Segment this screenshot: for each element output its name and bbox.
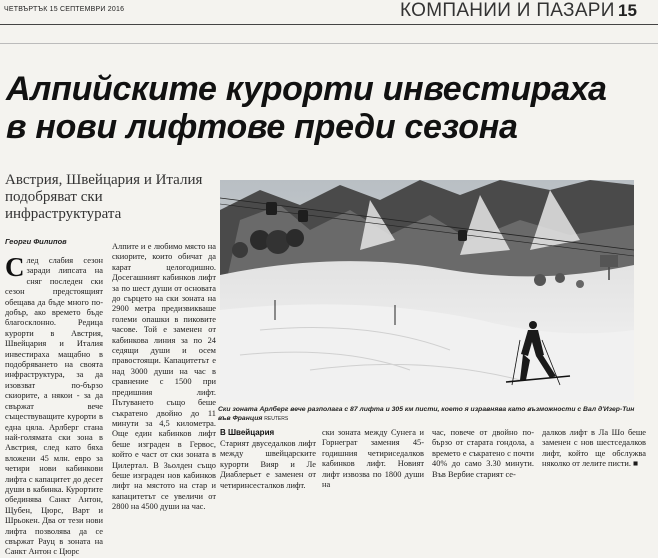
- article-column-3: Старият двуседалков лифт между швейцарските курорти Вияр и Ле Диаблерьет е заменен от четиринсесталков лифт.: [220, 439, 316, 490]
- issue-date: ЧЕТВЪРТЪК 15 СЕПТЕМВРИ 2016: [4, 6, 125, 13]
- photo-caption: [218, 405, 648, 424]
- article-column-1: [5, 252, 103, 558]
- photo-caption-text: Ски зоната Арлберг вече разполага с 87 лифта и 305 км писти, което я изравнява като възможности с Вал д'Изер-Тин във Франция: [218, 406, 635, 422]
- headline-line-2: в нови лифтове преди сезона: [6, 108, 518, 146]
- page-number: 15: [618, 1, 637, 20]
- ski-slope-photo: [220, 180, 634, 402]
- ski-slope-illustration: [220, 180, 634, 402]
- article-headline: [6, 70, 656, 146]
- section-title: КОМПАНИИ И ПАЗАРИ: [400, 0, 615, 21]
- photo-credit: REUTERS: [264, 416, 289, 422]
- drop-cap: С: [5, 252, 25, 282]
- header-rule-thin: [0, 43, 658, 44]
- subsection-title: В Швейцария: [220, 428, 275, 437]
- article-column-2: Алпите и е любимо място на скиорите, които обичат да карат целогодишно. Досегашният кабинков лифт за по шест души от основата до сърцето на ски зоната на 2900 метра предизвикваше големи опашки в пиковите часове. Той е заменен от кабинкова линия за по 24 седящи души и осем правостоящи. Капацитетът е над 3000 души на час в сравнение с 1500 при предишния лифт. Пътуването също беше съкратено двойно до 11 минути за 4,5 километра. Още един кабинков лифт беше изграден в Гервос, който е част от ски зоната в Цилертал. В Зьолден също беше изграден нов кабинков лифт на мястото на стар и капацитетът се увеличи от 2800 на 4500 души на час.: [112, 242, 216, 512]
- headline-line-1: Алпийските курорти инвестираха: [6, 70, 607, 108]
- column-1-text: лед слабия сезон заради липсата на сняг последен ски сезон предстоящият обещава да бъде много по-добър, ако времето бъде благосклонно. Редица курорти в Австрия, Швейцария и Италия инвестираха мащабно в подобряването на своята инфраструктура, за да изовзват по-бързо скиорите, а някои - за да свържат вече съществуващите курорти в една цяла. Арлберг стана най-голямата ски зона в Австрия, след като бяха вложени 45 млн. евро за четири нови кабинкови лифта с капацитет до десет души в кабинка. Курортите обединява Санкт Антон, Щубен, Цюрс, Варт и Шрьокен. Два от тези нови лифта позволява да се свържат Рауц в зоната на Санкт Антон с Цюрс: [5, 256, 103, 557]
- article-column-6: далков лифт в Ла Шо беше заменен с нов шестседалков лифт, който ще обслужва няколко от лелите писти. ■: [542, 428, 646, 469]
- article-column-4: ски зоната между Сунега и Горнеграт замения 45-годишния четириседалков кабинков лифт. Новият лифт извозва по 1800 души на: [322, 428, 424, 490]
- article-byline: Георги Филипов: [5, 237, 67, 246]
- article-subhead: Австрия, Швейцария и Италия подобряват ски инфраструктурата: [5, 172, 203, 222]
- header-rule: [0, 24, 658, 25]
- article-column-5: час, повече от двойно по-бързо от старата гондола, а времето е съкратено с почти 40% до само 3.30 минути. Във Вербие старият се-: [432, 428, 534, 479]
